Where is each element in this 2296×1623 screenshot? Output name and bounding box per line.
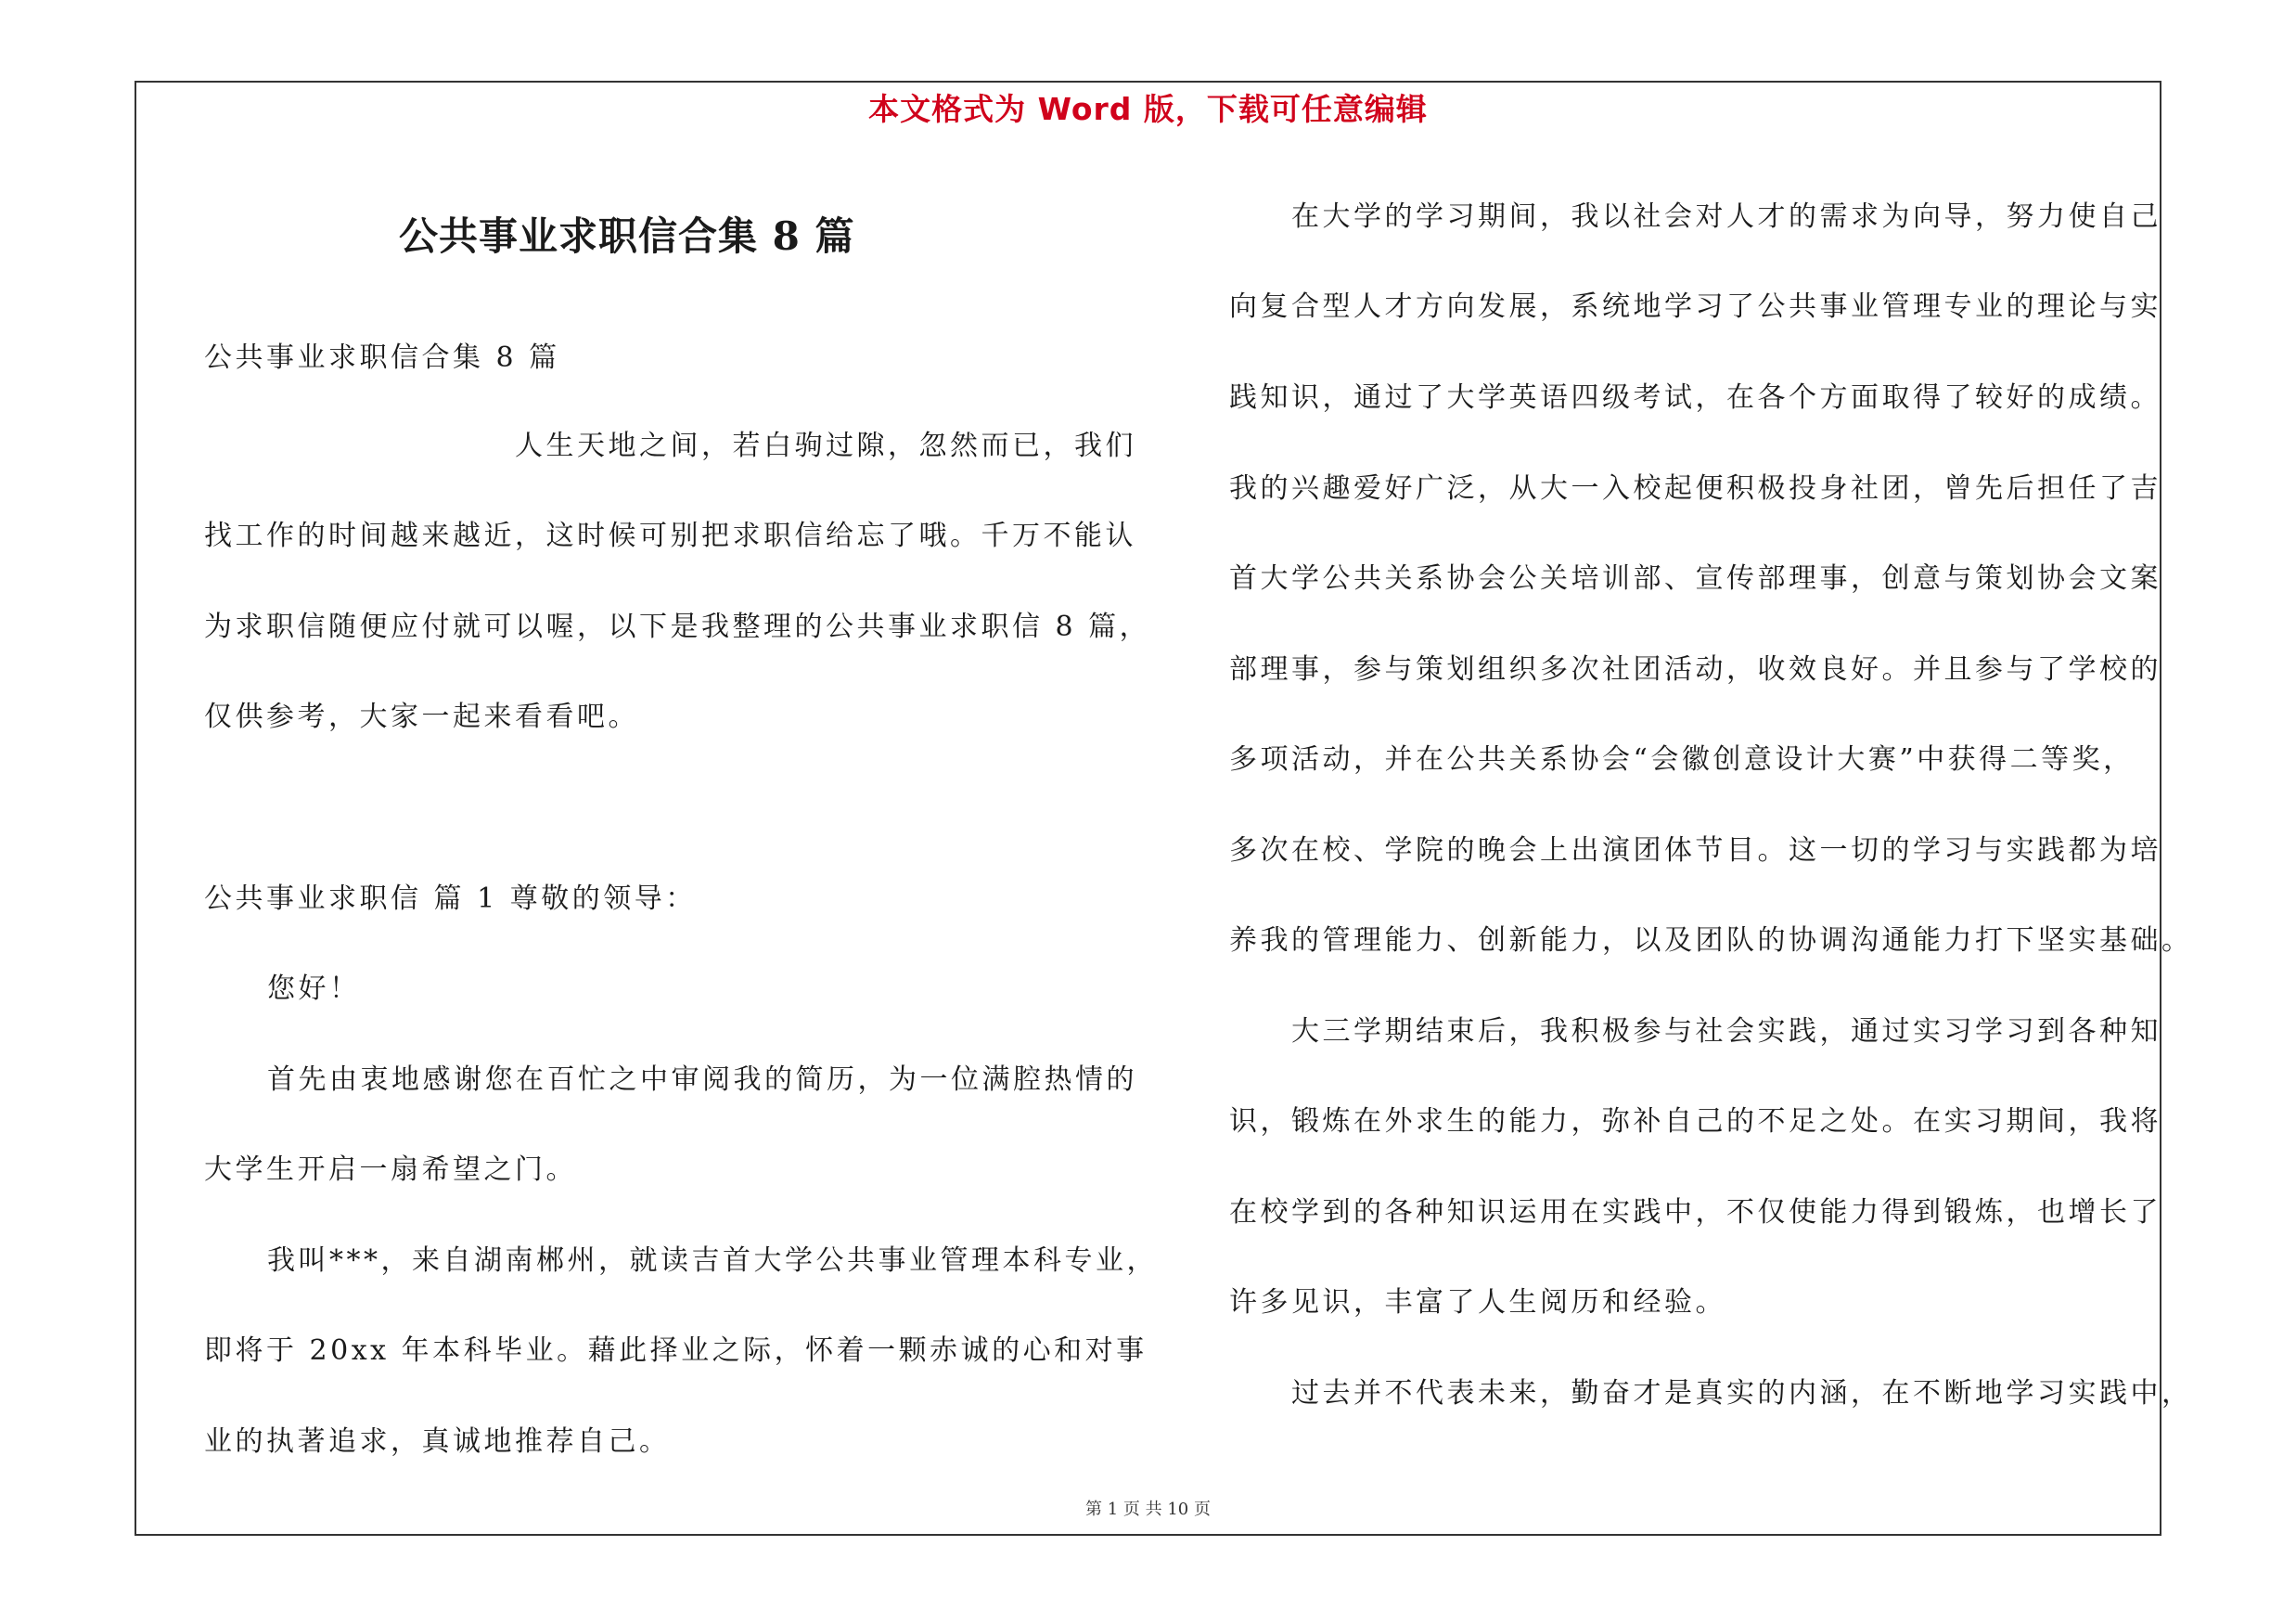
paragraph-line: 即将于 20xx 年本科毕业。藉此择业之际，怀着一颗赤诚的心和对事 [204, 1334, 1148, 1367]
paragraph-line: 向复合型人才方向发展，系统地学习了公共事业管理专业的理论与实 [1229, 290, 2161, 323]
paragraph-line: 大学生开启一扇希望之门。 [204, 1153, 577, 1186]
paragraph-line: 首先由衷地感谢您在百忙之中审阅我的简历，为一位满腔热情的 [267, 1063, 1137, 1096]
paragraph-line: 找工作的时间越来越近，这时候可别把求职信给忘了哦。千万不能认 [204, 520, 1136, 552]
document-title: 公共事业求职信合集 8 篇 [399, 213, 855, 259]
paragraph-line: 在大学的学习期间，我以社会对人才的需求为向导，努力使自己 [1291, 200, 2161, 233]
format-notice-banner: 本文格式为 Word 版，下载可任意编辑 [868, 91, 1428, 127]
paragraph-line: 许多见识，丰富了人生阅历和经验。 [1229, 1286, 1726, 1319]
page-number-footer: 第 1 页 共 10 页 [1085, 1500, 1211, 1519]
paragraph-line: 践知识，通过了大学英语四级考试，在各个方面取得了较好的成绩。 [1229, 381, 2161, 414]
paragraph-line: 业的执著追求，真诚地推荐自己。 [204, 1425, 671, 1458]
paragraph-line: 识，锻炼在外求生的能力，弥补自己的不足之处。在实习期间，我将 [1229, 1105, 2161, 1138]
paragraph-line: 为求职信随便应付就可以喔，以下是我整理的公共事业求职信 8 篇， [204, 611, 1151, 643]
paragraph-line: 仅供参考，大家一起来看看吧。 [204, 701, 639, 733]
paragraph-line: 多次在校、学院的晚会上出演团体节目。这一切的学习与实践都为培 [1229, 834, 2161, 867]
subtitle-line: 公共事业求职信合集 8 篇 [204, 341, 560, 374]
greeting-line: 您好！ [267, 973, 361, 1005]
paragraph-line: 首大学公共关系协会公关培训部、宣传部理事，创意与策划协会文案 [1229, 562, 2161, 595]
paragraph-line: 我的兴趣爱好广泛，从大一入校起便积极投身社团，曾先后担任了吉 [1229, 472, 2161, 505]
paragraph-line: 我叫***，来自湖南郴州，就读吉首大学公共事业管理本科专业， [267, 1244, 1158, 1277]
paragraph-line: 养我的管理能力、创新能力，以及团队的协调沟通能力打下坚实基础。 [1229, 924, 2193, 957]
section-heading-line: 公共事业求职信 篇 1 尊敬的领导： [204, 882, 697, 915]
paragraph-line: 在校学到的各种知识运用在实践中，不仅使能力得到锻炼，也增长了 [1229, 1196, 2161, 1229]
paragraph-line: 过去并不代表未来，勤奋才是真实的内涵，在不断地学习实践中， [1291, 1377, 2193, 1410]
paragraph-line: 大三学期结束后，我积极参与社会实践，通过实习学习到各种知 [1291, 1015, 2161, 1048]
paragraph-line: 部理事，参与策划组织多次社团活动，收效良好。并且参与了学校的 [1229, 653, 2161, 686]
paragraph-line: 多项活动，并在公共关系协会“会徽创意设计大赛”中获得二等奖， [1229, 743, 2135, 776]
paragraph-line: 人生天地之间，若白驹过隙，忽然而已，我们 [515, 430, 1136, 462]
